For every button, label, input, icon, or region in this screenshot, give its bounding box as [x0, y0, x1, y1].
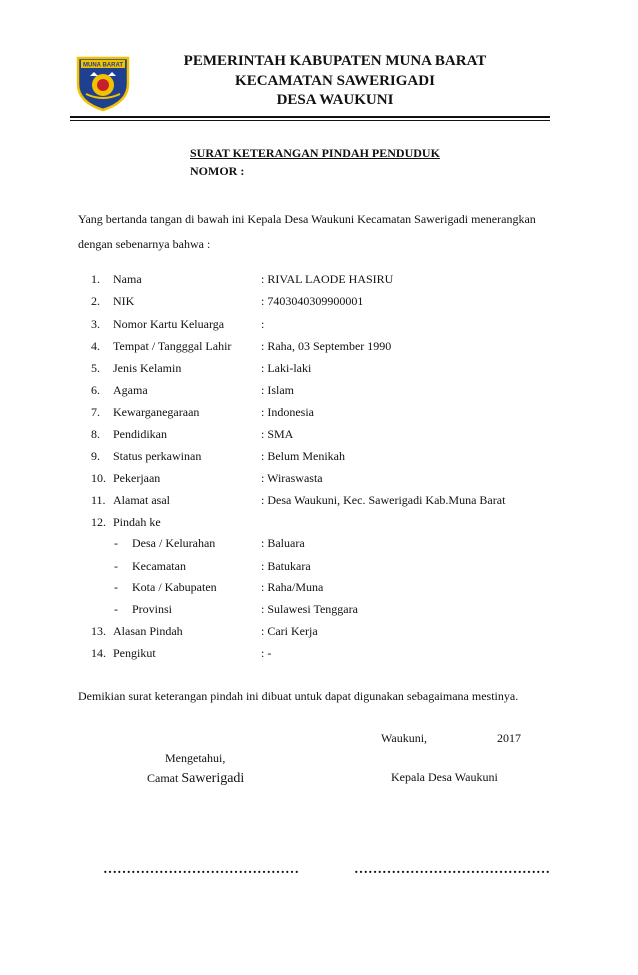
list-item: 9. Status perkawinan : Belum Menikah: [91, 449, 345, 463]
logo-text: MUNA BARAT: [83, 62, 123, 69]
list-item: 3. Nomor Kartu Keluarga :: [91, 317, 265, 331]
list-sub-item: - Kecamatan : Batukara: [114, 559, 311, 573]
list-item: 6. Agama : Islam: [91, 383, 294, 397]
list-item: 7. Kewarganegaraan : Indonesia: [91, 405, 314, 419]
right-signature-title: Kepala Desa Waukuni: [391, 770, 498, 784]
list-item: 11. Alamat asal : Desa Waukuni, Kec. Sawerigadi Kab.Muna Barat: [91, 493, 506, 507]
document-title: SURAT KETERANGAN PINDAH PENDUDUK: [190, 146, 440, 160]
header-line-2: KECAMATAN SAWERIGADI: [235, 73, 435, 89]
intro-line-1: Yang bertanda tangan di bawah ini Kepala Desa Waukuni Kecamatan Sawerigadi menerangkan: [78, 212, 536, 226]
intro-line-2: dengan sebenarnya bahwa :: [78, 237, 211, 251]
list-item: 12. Pindah ke: [91, 515, 161, 529]
header-line-3: DESA WAUKUNI: [276, 92, 394, 108]
right-signature-line: ……………………………………: [354, 862, 550, 877]
header-rule-thin: [70, 120, 550, 121]
list-sub-item: - Provinsi : Sulawesi Tenggara: [114, 602, 358, 616]
list-sub-item: - Kota / Kabupaten : Raha/Muna: [114, 580, 324, 594]
left-signature-line-2: Camat Sawerigadi: [147, 771, 245, 786]
list-item: 8. Pendidikan : SMA: [91, 427, 294, 441]
list-item: 14. Pengikut : -: [91, 646, 272, 660]
header-rule-thick: [70, 116, 550, 118]
left-signature-line: ……………………………………: [103, 862, 299, 877]
header-line-1: PEMERINTAH KABUPATEN MUNA BARAT: [183, 53, 487, 69]
closing-statement: Demikian surat keterangan pindah ini dibuat untuk dapat digunakan sebagaimana mestinya.: [78, 689, 519, 703]
document-number: NOMOR :: [190, 164, 245, 178]
muna-barat-emblem: [72, 50, 134, 112]
list-item: 5. Jenis Kelamin : Laki-laki: [91, 361, 312, 375]
list-item: 2. NIK : 7403040309900001: [91, 294, 364, 308]
place: Waukuni,: [381, 731, 428, 745]
left-signature-line-1: Mengetahui,: [165, 751, 226, 765]
list-item: 10. Pekerjaan : Wiraswasta: [91, 471, 323, 485]
list-item: 4. Tempat / Tangggal Lahir : Raha, 03 September 1990: [91, 339, 392, 353]
list-item: 13. Alasan Pindah : Cari Kerja: [91, 624, 318, 638]
list-sub-item: - Desa / Kelurahan : Baluara: [114, 536, 305, 550]
year: 2017: [497, 731, 521, 745]
list-item: 1. Nama : RIVAL LAODE HASIRU: [91, 272, 394, 286]
